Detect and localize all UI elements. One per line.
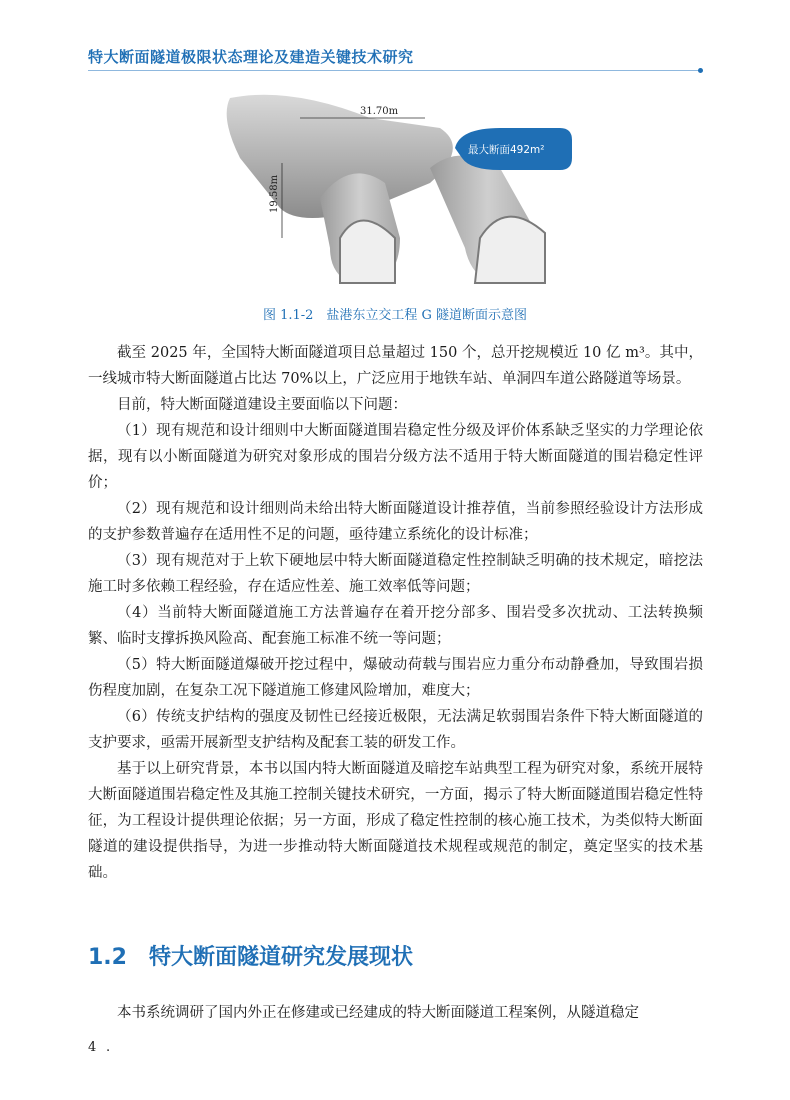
paragraph: 本书系统调研了国内外正在修建或已经建成的特大断面隧道工程案例，从隧道稳定 (117, 1005, 639, 1021)
header-rule (88, 70, 700, 71)
tunnel-left-section (340, 221, 395, 284)
figure-caption: 图 1.1-2 盐港东立交工程 G 隧道断面示意图 (262, 308, 528, 323)
paragraph: （5）特大断面隧道爆破开挖过程中，爆破动荷载与围岩应力重分布动静叠加，导致围岩损伤程度加剧，在复杂工况下隧道施工修建风险增加，难度大； (88, 657, 703, 699)
page-number: 4 (88, 1040, 97, 1055)
body-text-continued (88, 1000, 703, 1026)
paragraph: 基于以上研究背景，本书以国内特大断面隧道及暗挖车站典型工程为研究对象，系统开展特大断面隧道围岩稳定性及其施工控制关键技术研究，一方面，揭示了特大断面隧道围岩稳定性特征，为工程设计提供理论依据；另一方面，形成了稳定性控制的核心施工技术，为类似特大断面隧道的建设提供指导，为进一步推动特大断面隧道技术规程或规范的制定，奠定坚实的技术基础。 (88, 761, 703, 881)
paragraph: （2）现有规范和设计细则尚未给出特大断面隧道设计推荐值，当前参照经验设计方法形成的支护参数普遍存在适用性不足的问题，亟待建立系统化的设计标准； (88, 501, 703, 543)
tunnel-figure (200, 88, 580, 288)
paragraph: （1）现有规范和设计细则中大断面隧道围岩稳定性分级及评价体系缺乏坚实的力学理论依据，现有以小断面隧道为研究对象形成的围岩分级方法不适用于特大断面隧道的围岩稳定性评价； (88, 423, 703, 491)
body-text (88, 340, 703, 886)
paragraph: （6）传统支护结构的强度及韧性已经接近极限，无法满足软弱围岩条件下特大断面隧道的支护要求，亟需开展新型支护结构及配套工装的研发工作。 (88, 709, 703, 751)
paragraph: （4）当前特大断面隧道施工方法普遍存在着开挖分部多、围岩受多次扰动、工法转换频繁、临时支撑拆换风险高、配套施工标准不统一等问题； (88, 605, 703, 647)
callout-label: 最大断面492m² (468, 144, 545, 156)
header-dot (698, 68, 703, 73)
paragraph: 截至 2025 年，全国特大断面隧道项目总量超过 150 个，总开挖规模近 10 亿 m³。其中，一线城市特大断面隧道占比达 70%以上，广泛应用于地铁车站、单洞四车道公路隧道等场景。 (88, 345, 703, 387)
section-number: 1.2 (88, 945, 127, 970)
section-title: 特大断面隧道研究发展现状 (148, 945, 413, 970)
dimension-width: 31.70m (360, 106, 399, 117)
paragraph: （3）现有规范对于上软下硬地层中特大断面隧道稳定性控制缺乏明确的技术规定，暗挖法施工时多依赖工程经验，存在适应性差、施工效率低等问题； (88, 553, 703, 595)
running-header: 特大断面隧道极限状态理论及建造关键技术研究 (88, 48, 414, 66)
page-dot: . (106, 1040, 111, 1055)
dimension-height: 19.58m (269, 174, 280, 213)
section-heading (88, 940, 413, 971)
paragraph: 目前，特大断面隧道建设主要面临以下问题： (117, 397, 407, 413)
